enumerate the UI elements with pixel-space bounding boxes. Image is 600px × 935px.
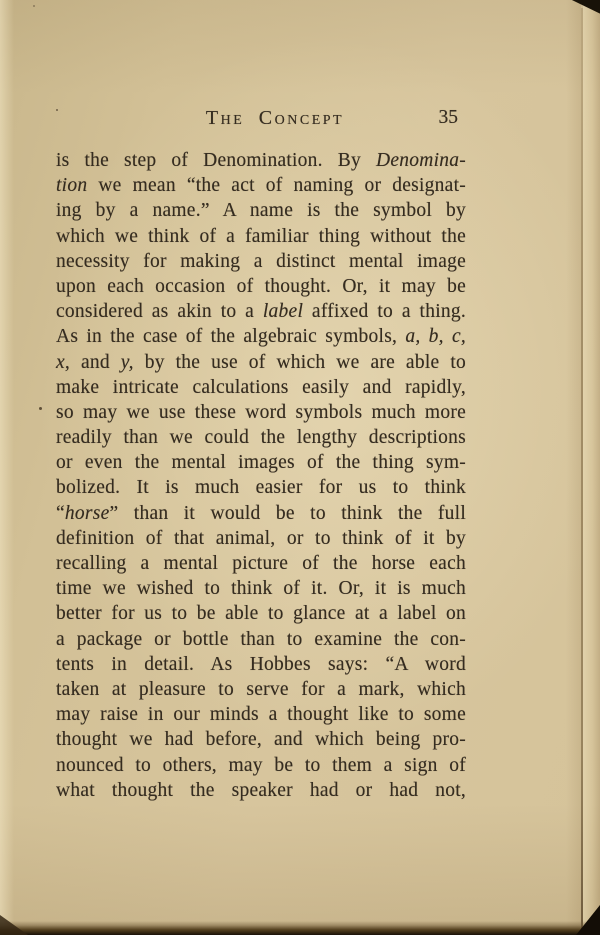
body-text-line: As in the case of the algebraic symbols, a, b, c, — [56, 326, 466, 348]
body-text-line: taken at pleasure to serve for a mark, which — [56, 678, 466, 700]
page-left-edge-highlight — [0, 0, 14, 935]
body-text-line: which we think of a familiar thing without the — [56, 225, 466, 247]
body-text — [56, 148, 466, 803]
body-text-line: upon each occasion of thought. Or, it may be — [56, 275, 466, 297]
body-text-line: recalling a mental picture of the horse each — [56, 553, 466, 574]
body-text-line: better for us to be able to glance at a label on — [56, 603, 466, 625]
body-text-line: may raise in our minds a thought like to some — [56, 704, 466, 726]
body-text-line: readily than we could the lengthy descriptions — [56, 427, 466, 449]
body-text-line: so may we use these word symbols much more — [56, 401, 466, 423]
paper-speck — [33, 5, 35, 7]
body-text-line: what thought the speaker had or had not, — [56, 779, 466, 801]
body-text-line: nounced to others, may be to them a sign of — [56, 754, 466, 776]
body-text-line: bolized. It is much easier for us to think — [56, 477, 466, 499]
underlying-page-edge — [583, 0, 600, 935]
body-text-line: is the step of Denomination. By Denomina- — [56, 150, 466, 171]
paper-speck — [39, 407, 42, 410]
running-header — [56, 107, 466, 133]
running-header-title: The Concept — [205, 107, 345, 129]
body-text-line: tion we mean “the act of naming or designat- — [56, 175, 466, 197]
body-text-line: time we wished to think of it. Or, it is much — [56, 578, 466, 600]
photo-background-bottom-edge — [0, 921, 600, 935]
body-text-line: necessity for making a distinct mental image — [56, 250, 466, 272]
body-text-line: “horse” than it would be to think the full — [56, 502, 466, 524]
page-number: 35 — [438, 107, 458, 128]
body-text-line: considered as akin to a label affixed to a thing. — [56, 301, 466, 323]
page-right-edge-shadow — [566, 0, 581, 935]
body-text-line: x, and y, by the use of which we are able to — [56, 351, 467, 373]
body-text-line: a package or bottle than to examine the con- — [56, 628, 466, 650]
text-column — [56, 0, 466, 803]
body-text-line: definition of that animal, or to think of it by — [56, 527, 466, 549]
body-text-line: make intricate calculations easily and rapidly, — [56, 376, 466, 398]
body-text-line: thought we had before, and which being pro- — [56, 729, 466, 751]
paper-speck — [56, 109, 58, 111]
body-text-line: or even the mental images of the thing sym- — [56, 452, 466, 474]
body-text-line: tents in detail. As Hobbes says: “A word — [56, 653, 466, 675]
body-text-line: ing by a name.” A name is the symbol by — [56, 200, 466, 222]
